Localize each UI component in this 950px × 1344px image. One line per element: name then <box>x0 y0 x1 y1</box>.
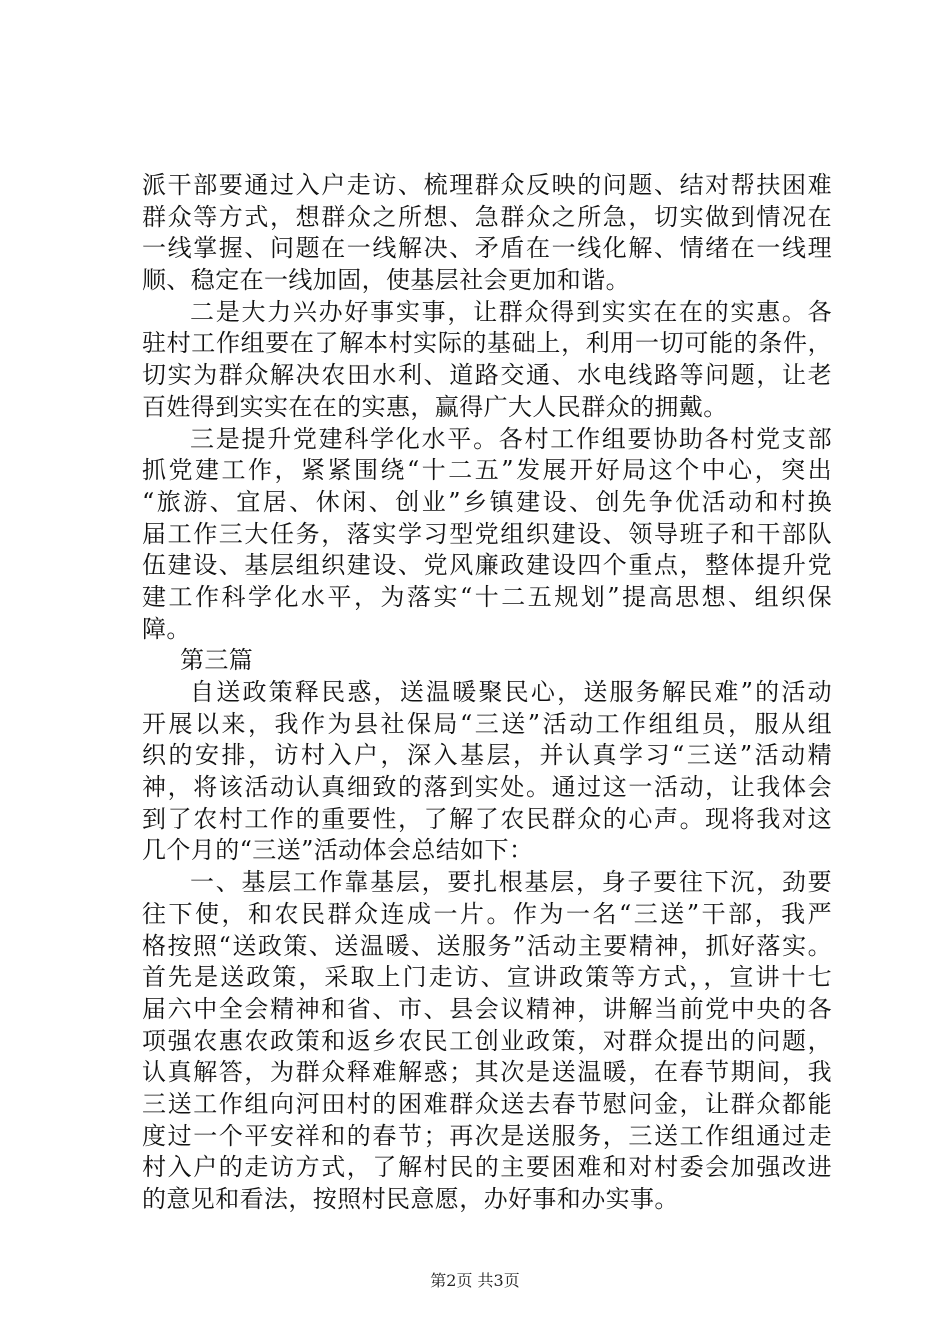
text-line: 到了农村工作的重要性，了解了农民群众的心声。现将我对这 <box>142 804 832 833</box>
text-line: 驻村工作组要在了解本村实际的基础上，利用一切可能的条件， <box>142 329 832 358</box>
text-line: 村入户的走访方式，了解村民的主要困难和对村委会加强改进 <box>142 1153 832 1182</box>
text-line: 神，将该活动认真细致的落到实处。通过这一活动，让我体会 <box>142 773 832 802</box>
text-line: 度过一个平安祥和的春节；再次是送服务，三送工作组通过走 <box>142 1121 832 1150</box>
text-line: 首先是送政策，采取上门走访、宣讲政策等方式，，宣讲十七 <box>142 963 832 992</box>
page-footer: 第2页 共3页 <box>430 1271 520 1290</box>
text-line: 织的安排，访村入户，深入基层，并认真学习“三送”活动精 <box>142 741 832 770</box>
text-line: 一、基层工作靠基层，要扎根基层，身子要往下沉，劲要 <box>190 868 832 897</box>
text-line: “旅游、宜居、休闲、创业”乡镇建设、创先争优活动和村换 <box>142 487 832 516</box>
section-heading: 第三篇 <box>180 646 254 675</box>
text-line: 切实为群众解决农田水利、道路交通、水电线路等问题，让老 <box>142 361 832 390</box>
text-line: 的意见和看法，按照村民意愿，办好事和办实事。 <box>142 1185 679 1213</box>
text-line: 开展以来，我作为县社保局“三送”活动工作组组员，服从组 <box>142 709 832 738</box>
text-line: 几个月的“三送”活动体会总结如下： <box>142 836 534 865</box>
text-line: 顺、稳定在一线加固，使基层社会更加和谐。 <box>142 266 630 295</box>
text-line: 建工作科学化水平，为落实“十二五规划”提高思想、组织保 <box>142 582 832 611</box>
text-line: 往下使，和农民群众连成一片。作为一名“三送”干部，我严 <box>142 899 832 928</box>
text-line: 三送工作组向河田村的困难群众送去春节慰问金，让群众都能 <box>142 1089 832 1118</box>
text-line: 派干部要通过入户走访、梳理群众反映的问题、结对帮扶困难 <box>142 171 832 199</box>
text-line: 百姓得到实实在在的实惠，赢得广大人民群众的拥戴。 <box>142 392 728 421</box>
text-line: 项强农惠农政策和返乡农民工创业政策，对群众提出的问题， <box>142 1026 832 1055</box>
text-line: 伍建设、基层组织建设、党风廉政建设四个重点，整体提升党 <box>142 551 832 580</box>
text-line: 障。 <box>142 614 191 643</box>
document-body <box>142 170 832 1216</box>
text-line: 格按照“送政策、送温暖、送服务”活动主要精神，抓好落实。 <box>142 931 832 960</box>
text-line: 自送政策释民惑，送温暖聚民心，送服务解民难”的活动 <box>190 678 832 706</box>
text-line: 群众等方式，想群众之所想、急群众之所急，切实做到情况在 <box>142 202 832 231</box>
text-line: 届六中全会精神和省、市、县会议精神，讲解当前党中央的各 <box>142 994 832 1023</box>
text-line: 二是大力兴办好事实事，让群众得到实实在在的实惠。各 <box>190 297 832 326</box>
text-line: 认真解答，为群众释难解惑；其次是送温暖，在春节期间，我 <box>142 1058 832 1087</box>
text-line: 三是提升党建科学化水平。各村工作组要协助各村党支部 <box>190 424 832 453</box>
text-line: 届工作三大任务，落实学习型党组织建设、领导班子和干部队 <box>142 519 832 548</box>
text-line: 抓党建工作，紧紧围绕“十二五”发展开好局这个中心，突出 <box>142 456 832 485</box>
text-line: 一线掌握、问题在一线解决、矛盾在一线化解、情绪在一线理 <box>142 234 832 263</box>
